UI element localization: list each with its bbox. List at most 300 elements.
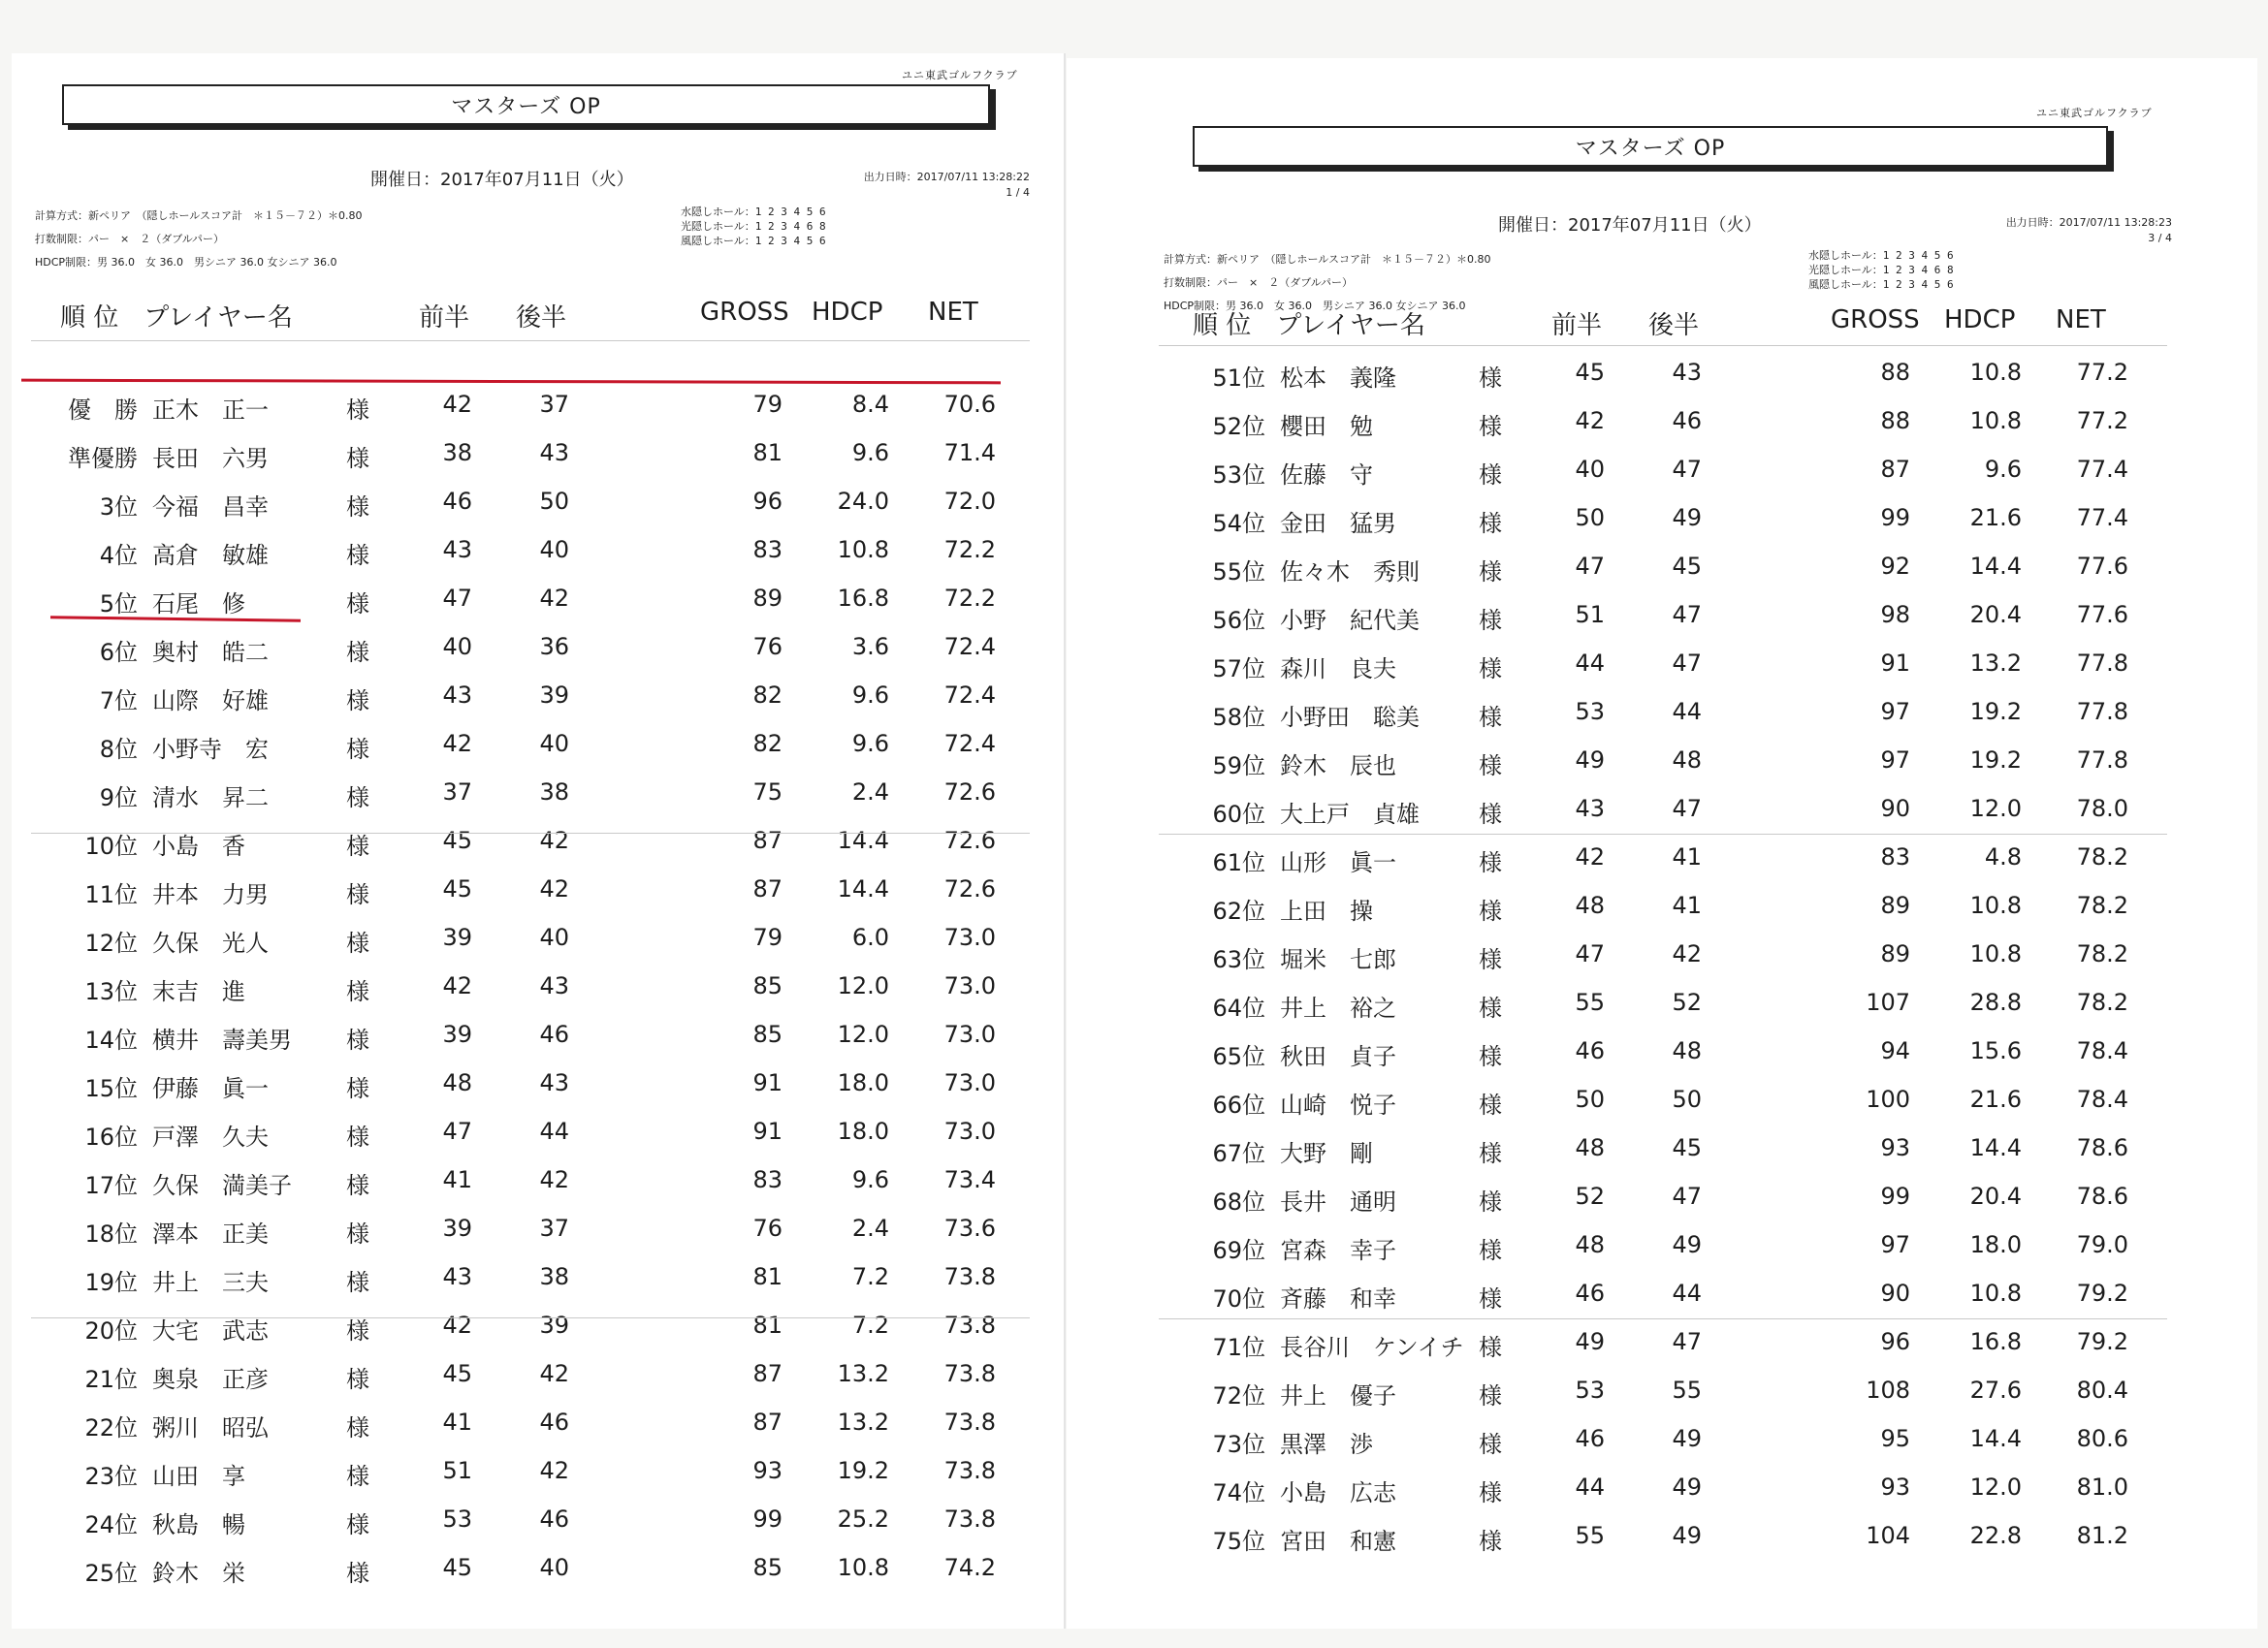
hdcp-cell: 16.8: [837, 585, 889, 612]
gross-score-cell: 97: [1880, 698, 1910, 725]
rank-cell: 優 勝: [68, 396, 138, 424]
rank-cell: 73位: [1212, 1431, 1265, 1458]
gross-score-cell: 87: [752, 1409, 783, 1436]
table-row: [1067, 933, 2257, 981]
gross-score-cell: 81: [752, 1263, 783, 1290]
net-score-cell: 77.6: [2076, 553, 2128, 580]
hdcp-cell: 8.4: [851, 391, 889, 418]
back-score-cell: 49: [1672, 1425, 1702, 1452]
front-score-cell: 38: [442, 439, 472, 466]
back-score-cell: 49: [1672, 1522, 1702, 1549]
hdcp-cell: 19.2: [837, 1457, 889, 1484]
honorific-cell: 様: [346, 445, 369, 472]
table-row: [12, 1304, 1064, 1352]
event-date: 開催日：2017年07月11日（火）: [370, 170, 634, 190]
rank-cell: 22位: [84, 1414, 138, 1442]
front-score-cell: 43: [442, 536, 472, 563]
page-number: 1 / 4: [1006, 186, 1030, 199]
gross-score-cell: 81: [752, 1312, 783, 1339]
table-row: [1067, 1175, 2257, 1223]
stroke-limit: 打数制限：パー × ２（ダブルパー）: [35, 233, 225, 245]
back-score-cell: 47: [1672, 601, 1702, 628]
back-score-cell: 38: [539, 778, 569, 806]
rank-cell: 19位: [84, 1269, 138, 1296]
front-score-cell: 48: [1575, 1134, 1605, 1161]
honorific-cell: 様: [1479, 1528, 1502, 1555]
gross-score-cell: 91: [1880, 650, 1910, 677]
net-score-cell: 79.2: [2076, 1328, 2128, 1355]
player-name-cell: 秋田 貞子: [1280, 1043, 1396, 1070]
net-score-cell: 73.8: [943, 1263, 996, 1290]
printed-timestamp: 出力日時：2017/07/11 13:28:22: [863, 171, 1030, 183]
player-name-cell: 堀米 七郎: [1280, 946, 1396, 973]
front-score-cell: 45: [442, 1554, 472, 1581]
rank-cell: 5位: [99, 590, 138, 618]
club-name: ユニ東武ゴルフクラブ: [2036, 107, 2153, 119]
back-score-cell: 40: [539, 730, 569, 757]
gross-score-cell: 90: [1880, 795, 1910, 822]
honorific-cell: 様: [1479, 898, 1502, 925]
player-name-cell: 小野 紀代美: [1280, 607, 1420, 634]
header-back: 後半: [1648, 311, 1700, 340]
net-score-cell: 77.4: [2076, 456, 2128, 483]
front-score-cell: 46: [1575, 1425, 1605, 1452]
net-score-cell: 78.2: [2076, 989, 2128, 1016]
table-row: [1067, 1514, 2257, 1563]
hdcp-cell: 21.6: [1969, 1086, 2022, 1113]
gross-score-cell: 82: [752, 730, 783, 757]
net-score-cell: 73.4: [943, 1166, 996, 1193]
hdcp-cell: 19.2: [1969, 746, 2022, 774]
back-score-cell: 43: [1672, 359, 1702, 386]
player-name-cell: 山際 好雄: [152, 687, 269, 714]
front-score-cell: 50: [1575, 1086, 1605, 1113]
hdcp-cell: 28.8: [1969, 989, 2022, 1016]
hdcp-cell: 13.2: [1969, 650, 2022, 677]
honorific-cell: 様: [346, 1317, 369, 1345]
group-rule: [31, 833, 1030, 834]
player-name-cell: 長井 通明: [1280, 1188, 1396, 1216]
gross-score-cell: 104: [1866, 1522, 1910, 1549]
rank-cell: 6位: [99, 639, 138, 666]
gross-score-cell: 87: [752, 827, 783, 854]
hdcp-cell: 12.0: [837, 1021, 889, 1048]
honorific-cell: 様: [1479, 801, 1502, 828]
back-score-cell: 47: [1672, 795, 1702, 822]
back-score-cell: 41: [1672, 892, 1702, 919]
header-front: 前半: [419, 303, 470, 333]
hdcp-cell: 20.4: [1969, 601, 2022, 628]
table-row: [12, 1546, 1064, 1595]
net-score-cell: 79.2: [2076, 1280, 2128, 1307]
hdcp-limit: HDCP制限：男 36.0 女 36.0 男シニア 36.0 女シニア 36.0: [1164, 300, 1466, 312]
back-score-cell: 46: [1672, 407, 1702, 434]
rank-cell: 13位: [84, 978, 138, 1005]
hdcp-cell: 10.8: [837, 536, 889, 563]
hidden-holes-row: 風隠しホール：1 2 3 4 5 6: [681, 235, 826, 247]
hdcp-cell: 9.6: [851, 730, 889, 757]
honorific-cell: 様: [1479, 1431, 1502, 1458]
table-row: [1067, 787, 2257, 836]
table-row: [12, 674, 1064, 722]
front-score-cell: 51: [442, 1457, 472, 1484]
honorific-cell: 様: [346, 639, 369, 666]
honorific-cell: 様: [1479, 364, 1502, 392]
honorific-cell: 様: [346, 1463, 369, 1490]
table-row: [12, 916, 1064, 965]
gross-score-cell: 93: [1880, 1474, 1910, 1501]
hdcp-cell: 6.0: [851, 924, 889, 951]
front-score-cell: 45: [442, 827, 472, 854]
player-name-cell: 斉藤 和幸: [1280, 1285, 1396, 1313]
rank-cell: 74位: [1212, 1479, 1265, 1506]
honorific-cell: 様: [1479, 1188, 1502, 1216]
gross-score-cell: 83: [752, 1166, 783, 1193]
player-name-cell: 奥村 皓二: [152, 639, 269, 666]
back-score-cell: 38: [539, 1263, 569, 1290]
hdcp-cell: 7.2: [851, 1312, 889, 1339]
honorific-cell: 様: [346, 1560, 369, 1587]
hdcp-cell: 2.4: [851, 778, 889, 806]
header-net: NET: [928, 298, 978, 327]
player-name-cell: 櫻田 勉: [1280, 413, 1373, 440]
rank-cell: 57位: [1212, 655, 1265, 682]
player-name-cell: 久保 満美子: [152, 1172, 292, 1199]
table-row: [1067, 1417, 2257, 1466]
net-score-cell: 78.2: [2076, 940, 2128, 967]
header-rank-player: 順 位 プレイヤー名: [1193, 311, 1425, 340]
player-name-cell: 正木 正一: [152, 396, 269, 424]
back-score-cell: 40: [539, 924, 569, 951]
header-rule: [31, 340, 1030, 341]
table-row: [1067, 545, 2257, 593]
table-row: [1067, 884, 2257, 933]
rank-cell: 4位: [99, 542, 138, 569]
honorific-cell: 様: [1479, 1237, 1502, 1264]
hdcp-cell: 10.8: [1969, 359, 2022, 386]
rank-cell: 51位: [1212, 364, 1265, 392]
hdcp-cell: 19.2: [1969, 698, 2022, 725]
honorific-cell: 様: [1479, 558, 1502, 586]
back-score-cell: 46: [539, 1021, 569, 1048]
back-score-cell: 42: [539, 585, 569, 612]
honorific-cell: 様: [1479, 1334, 1502, 1361]
front-score-cell: 48: [1575, 892, 1605, 919]
rank-cell: 3位: [99, 493, 138, 521]
net-score-cell: 78.2: [2076, 843, 2128, 871]
net-score-cell: 81.2: [2076, 1522, 2128, 1549]
rank-cell: 24位: [84, 1511, 138, 1538]
club-name: ユニ東武ゴルフクラブ: [902, 69, 1018, 81]
gross-score-cell: 107: [1866, 989, 1910, 1016]
hdcp-cell: 9.6: [851, 1166, 889, 1193]
net-score-cell: 78.4: [2076, 1086, 2128, 1113]
hdcp-cell: 12.0: [837, 972, 889, 999]
table-row: [1067, 739, 2257, 787]
hidden-holes: [1808, 248, 1954, 292]
player-name-cell: 粥川 昭弘: [152, 1414, 269, 1442]
front-score-cell: 42: [1575, 407, 1605, 434]
header-hdcp: HDCP: [1944, 305, 2016, 334]
front-score-cell: 55: [1575, 1522, 1605, 1549]
hdcp-cell: 20.4: [1969, 1183, 2022, 1210]
front-score-cell: 41: [442, 1166, 472, 1193]
front-score-cell: 42: [442, 730, 472, 757]
net-score-cell: 73.0: [943, 1118, 996, 1145]
honorific-cell: 様: [1479, 995, 1502, 1022]
rank-cell: 14位: [84, 1027, 138, 1054]
front-score-cell: 48: [442, 1069, 472, 1096]
table-row: [1067, 1369, 2257, 1417]
player-name-cell: 石尾 修: [152, 590, 245, 618]
table-row: [12, 1110, 1064, 1158]
honorific-cell: 様: [346, 1366, 369, 1393]
player-name-cell: 奥泉 正彦: [152, 1366, 269, 1393]
net-score-cell: 73.8: [943, 1409, 996, 1436]
back-score-cell: 40: [539, 1554, 569, 1581]
player-name-cell: 小野寺 宏: [152, 736, 269, 763]
net-score-cell: 73.8: [943, 1312, 996, 1339]
event-title: マスターズ OP: [451, 94, 601, 119]
back-score-cell: 49: [1672, 1474, 1702, 1501]
gross-score-cell: 87: [752, 1360, 783, 1387]
table-row: [12, 1255, 1064, 1304]
hdcp-cell: 10.8: [1969, 1280, 2022, 1307]
back-score-cell: 52: [1672, 989, 1702, 1016]
event-title-box: [1193, 126, 2108, 167]
table-row: [12, 431, 1064, 480]
hdcp-cell: 9.6: [851, 681, 889, 709]
front-score-cell: 47: [1575, 553, 1605, 580]
back-score-cell: 45: [1672, 1134, 1702, 1161]
honorific-cell: 様: [1479, 946, 1502, 973]
table-row: [12, 1062, 1064, 1110]
back-score-cell: 46: [539, 1409, 569, 1436]
gross-score-cell: 99: [1880, 504, 1910, 531]
back-score-cell: 47: [1672, 650, 1702, 677]
player-name-cell: 長田 六男: [152, 445, 269, 472]
back-score-cell: 44: [539, 1118, 569, 1145]
back-score-cell: 42: [539, 1166, 569, 1193]
rank-cell: 64位: [1212, 995, 1265, 1022]
rank-cell: 70位: [1212, 1285, 1265, 1313]
back-score-cell: 37: [539, 391, 569, 418]
net-score-cell: 73.8: [943, 1457, 996, 1484]
honorific-cell: 様: [346, 493, 369, 521]
table-row: [1067, 496, 2257, 545]
group-rule: [31, 1317, 1030, 1318]
hdcp-cell: 16.8: [1969, 1328, 2022, 1355]
front-score-cell: 53: [1575, 698, 1605, 725]
gross-score-cell: 95: [1880, 1425, 1910, 1452]
player-name-cell: 戸澤 久夫: [152, 1124, 269, 1151]
rank-cell: 12位: [84, 930, 138, 957]
back-score-cell: 44: [1672, 1280, 1702, 1307]
rank-cell: 54位: [1212, 510, 1265, 537]
gross-score-cell: 91: [752, 1118, 783, 1145]
header-gross: GROSS: [700, 298, 789, 327]
net-score-cell: 72.6: [943, 778, 996, 806]
back-score-cell: 48: [1672, 1037, 1702, 1064]
hdcp-cell: 9.6: [851, 439, 889, 466]
back-score-cell: 42: [1672, 940, 1702, 967]
table-row: [1067, 981, 2257, 1030]
rank-cell: 71位: [1212, 1334, 1265, 1361]
rank-cell: 75位: [1212, 1528, 1265, 1555]
front-score-cell: 39: [442, 924, 472, 951]
rank-cell: 72位: [1212, 1382, 1265, 1410]
rank-cell: 63位: [1212, 946, 1265, 973]
front-score-cell: 42: [442, 1312, 472, 1339]
honorific-cell: 様: [1479, 1382, 1502, 1410]
hdcp-cell: 2.4: [851, 1215, 889, 1242]
front-score-cell: 49: [1575, 746, 1605, 774]
net-score-cell: 72.4: [943, 633, 996, 660]
calc-method: 計算方式：新ペリア （隠しホールスコア計 ＊１５－７２）＊0.80: [35, 209, 363, 222]
player-name-cell: 井上 優子: [1280, 1382, 1396, 1410]
net-score-cell: 72.2: [943, 585, 996, 612]
net-score-cell: 81.0: [2076, 1474, 2128, 1501]
net-score-cell: 72.4: [943, 681, 996, 709]
player-name-cell: 秋島 暢: [152, 1511, 245, 1538]
hidden-holes-row: 光隠しホール：1 2 3 4 6 8: [681, 220, 826, 233]
back-score-cell: 42: [539, 827, 569, 854]
front-score-cell: 53: [442, 1505, 472, 1533]
header-rule: [1159, 345, 2167, 346]
back-score-cell: 50: [539, 488, 569, 515]
player-name-cell: 鈴木 栄: [152, 1560, 245, 1587]
front-score-cell: 44: [1575, 1474, 1605, 1501]
group-rule: [1159, 834, 2167, 835]
player-name-cell: 鈴木 辰也: [1280, 752, 1396, 779]
honorific-cell: 様: [1479, 704, 1502, 731]
hdcp-cell: 14.4: [1969, 1134, 2022, 1161]
printed-timestamp: 出力日時：2017/07/11 13:28:23: [2005, 216, 2172, 229]
back-score-cell: 42: [539, 1457, 569, 1484]
back-score-cell: 41: [1672, 843, 1702, 871]
back-score-cell: 45: [1672, 553, 1702, 580]
player-name-cell: 高倉 敏雄: [152, 542, 269, 569]
rank-cell: 66位: [1212, 1092, 1265, 1119]
net-score-cell: 77.4: [2076, 504, 2128, 531]
table-row: [12, 771, 1064, 819]
rank-cell: 8位: [99, 736, 138, 763]
honorific-cell: 様: [346, 736, 369, 763]
gross-score-cell: 91: [752, 1069, 783, 1096]
front-score-cell: 44: [1575, 650, 1605, 677]
honorific-cell: 様: [1479, 607, 1502, 634]
hidden-holes-row: 光隠しホール：1 2 3 4 6 8: [1808, 264, 1954, 276]
honorific-cell: 様: [346, 396, 369, 424]
front-score-cell: 45: [1575, 359, 1605, 386]
back-score-cell: 43: [539, 1069, 569, 1096]
front-score-cell: 43: [442, 1263, 472, 1290]
honorific-cell: 様: [346, 687, 369, 714]
honorific-cell: 様: [1479, 1043, 1502, 1070]
hdcp-cell: 21.6: [1969, 504, 2022, 531]
player-name-cell: 小島 香: [152, 833, 245, 860]
gross-score-cell: 89: [752, 585, 783, 612]
page-number: 3 / 4: [2148, 232, 2172, 244]
net-score-cell: 72.4: [943, 730, 996, 757]
back-score-cell: 37: [539, 1215, 569, 1242]
honorific-cell: 様: [346, 1027, 369, 1054]
net-score-cell: 72.0: [943, 488, 996, 515]
gross-score-cell: 76: [752, 633, 783, 660]
table-row: [12, 1352, 1064, 1401]
player-name-cell: 松本 義隆: [1280, 364, 1396, 392]
front-score-cell: 41: [442, 1409, 472, 1436]
honorific-cell: 様: [346, 1172, 369, 1199]
net-score-cell: 72.6: [943, 875, 996, 903]
table-row: [12, 1013, 1064, 1062]
rank-cell: 60位: [1212, 801, 1265, 828]
player-name-cell: 小島 広志: [1280, 1479, 1396, 1506]
back-score-cell: 40: [539, 536, 569, 563]
gross-score-cell: 90: [1880, 1280, 1910, 1307]
player-name-cell: 今福 昌幸: [152, 493, 269, 521]
hdcp-cell: 10.8: [1969, 407, 2022, 434]
hdcp-cell: 14.4: [1969, 1425, 2022, 1452]
front-score-cell: 47: [1575, 940, 1605, 967]
front-score-cell: 49: [1575, 1328, 1605, 1355]
honorific-cell: 様: [346, 1220, 369, 1248]
hdcp-cell: 25.2: [837, 1505, 889, 1533]
results-sheet-page-1: [12, 53, 1064, 1629]
back-score-cell: 39: [539, 1312, 569, 1339]
rank-cell: 23位: [84, 1463, 138, 1490]
gross-score-cell: 75: [752, 778, 783, 806]
front-score-cell: 52: [1575, 1183, 1605, 1210]
hidden-holes: [681, 205, 826, 248]
rank-cell: 56位: [1212, 607, 1265, 634]
hdcp-cell: 24.0: [837, 488, 889, 515]
hdcp-cell: 3.6: [851, 633, 889, 660]
player-name-cell: 山田 享: [152, 1463, 245, 1490]
player-name-cell: 山崎 悦子: [1280, 1092, 1396, 1119]
hdcp-cell: 14.4: [837, 875, 889, 903]
group-rule: [1159, 1318, 2167, 1319]
honorific-cell: 様: [346, 1414, 369, 1442]
player-name-cell: 大上戸 貞雄: [1280, 801, 1420, 828]
honorific-cell: 様: [346, 1124, 369, 1151]
front-score-cell: 39: [442, 1215, 472, 1242]
back-score-cell: 47: [1672, 1183, 1702, 1210]
gross-score-cell: 85: [752, 1021, 783, 1048]
gross-score-cell: 94: [1880, 1037, 1910, 1064]
rank-cell: 20位: [84, 1317, 138, 1345]
gross-score-cell: 85: [752, 972, 783, 999]
back-score-cell: 36: [539, 633, 569, 660]
front-score-cell: 40: [1575, 456, 1605, 483]
table-row: [1067, 351, 2257, 399]
front-score-cell: 50: [1575, 504, 1605, 531]
hdcp-cell: 4.8: [1984, 843, 2022, 871]
header-net: NET: [2056, 305, 2106, 334]
front-score-cell: 42: [442, 391, 472, 418]
rank-cell: 61位: [1212, 849, 1265, 876]
honorific-cell: 様: [1479, 1140, 1502, 1167]
hidden-holes-row: 水隠しホール：1 2 3 4 5 6: [681, 206, 826, 218]
hdcp-cell: 10.8: [837, 1554, 889, 1581]
hdcp-limit: HDCP制限：男 36.0 女 36.0 男シニア 36.0 女シニア 36.0: [35, 256, 337, 269]
table-row: [12, 965, 1064, 1013]
table-row: [12, 1449, 1064, 1498]
header-gross: GROSS: [1831, 305, 1920, 334]
front-score-cell: 39: [442, 1021, 472, 1048]
front-score-cell: 45: [442, 1360, 472, 1387]
net-score-cell: 72.2: [943, 536, 996, 563]
